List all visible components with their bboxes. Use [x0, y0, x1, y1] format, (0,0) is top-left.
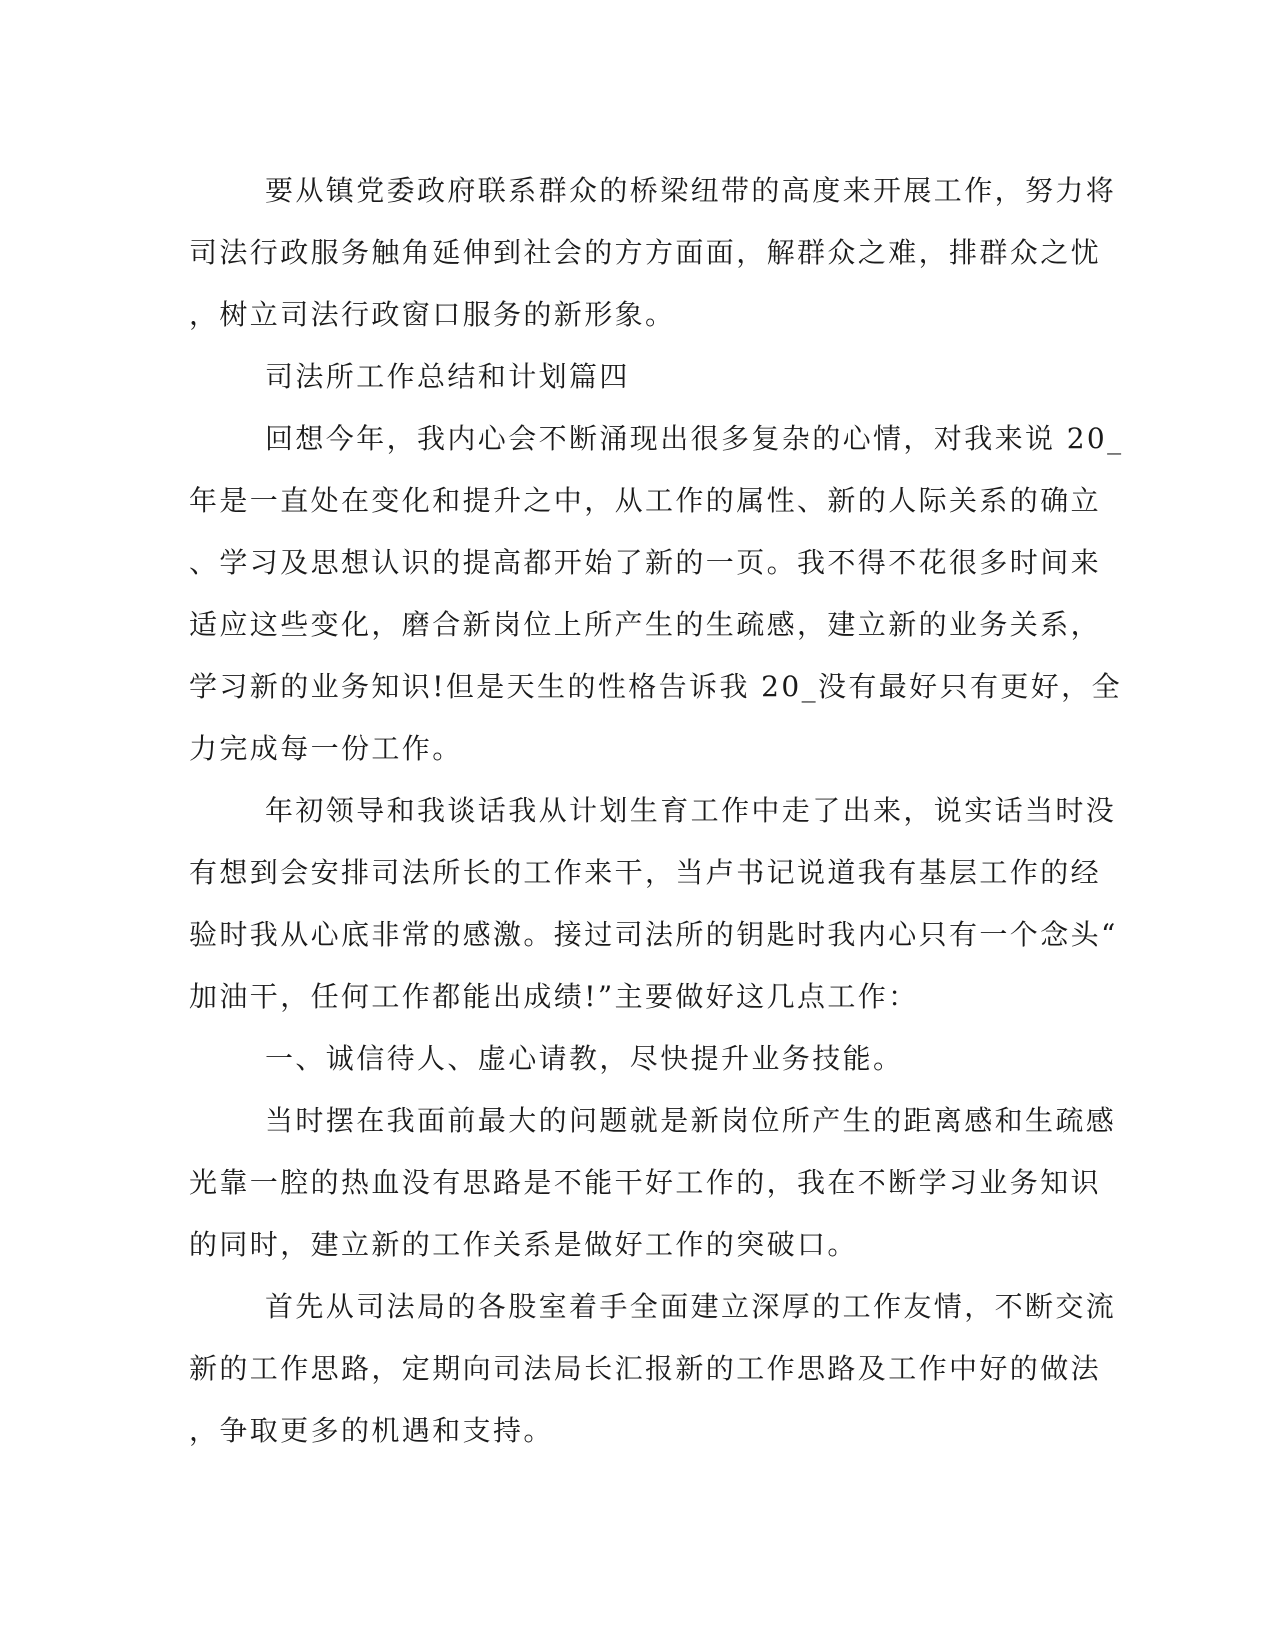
- text-line: 、学习及思想认识的提高都开始了新的一页。我不得不花很多时间来: [189, 546, 1102, 579]
- text-line: 有想到会安排司法所长的工作来干，当卢书记说道我有基层工作的经: [189, 856, 1102, 889]
- text-line: 当时摆在我面前最大的问题就是新岗位所产生的距离感和生疏感: [265, 1104, 1117, 1137]
- text-line: 力完成每一份工作。: [189, 732, 463, 765]
- text-line: 新的工作思路，定期向司法局长汇报新的工作思路及工作中好的做法: [189, 1352, 1102, 1385]
- text-line: 验时我从心底非常的感激。接过司法所的钥匙时我内心只有一个念头“: [189, 918, 1118, 951]
- text-line: 司法行政服务触角延伸到社会的方方面面，解群众之难，排群众之忧: [189, 236, 1102, 269]
- document-body: [189, 160, 1124, 1462]
- text-line: 适应这些变化，磨合新岗位上所产生的生疏感，建立新的业务关系，: [189, 608, 1102, 641]
- text-line: 年是一直处在变化和提升之中，从工作的属性、新的人际关系的确立: [189, 484, 1102, 517]
- text-line: 加油干，任何工作都能出成绩!”主要做好这几点工作：: [189, 980, 919, 1013]
- section-heading: 司法所工作总结和计划篇四: [265, 360, 630, 393]
- text-line: 回想今年，我内心会不断涌现出很多复杂的心情，对我来说 20_: [265, 422, 1124, 455]
- list-item-heading: 一、诚信待人、虚心请教，尽快提升业务技能。: [265, 1042, 904, 1075]
- text-line: 首先从司法局的各股室着手全面建立深厚的工作友情，不断交流: [265, 1290, 1117, 1323]
- text-line: ，争取更多的机遇和支持。: [189, 1414, 554, 1447]
- text-line: 年初领导和我谈话我从计划生育工作中走了出来，说实话当时没: [265, 794, 1117, 827]
- text-line: ，树立司法行政窗口服务的新形象。: [189, 298, 676, 331]
- text-line: 的同时，建立新的工作关系是做好工作的突破口。: [189, 1228, 858, 1261]
- text-line: 光靠一腔的热血没有思路是不能干好工作的，我在不断学习业务知识: [189, 1166, 1102, 1199]
- text-line: 要从镇党委政府联系群众的桥梁纽带的高度来开展工作，努力将: [265, 174, 1117, 207]
- text-line: 学习新的业务知识!但是天生的性格告诉我 20_没有最好只有更好，全: [189, 670, 1122, 703]
